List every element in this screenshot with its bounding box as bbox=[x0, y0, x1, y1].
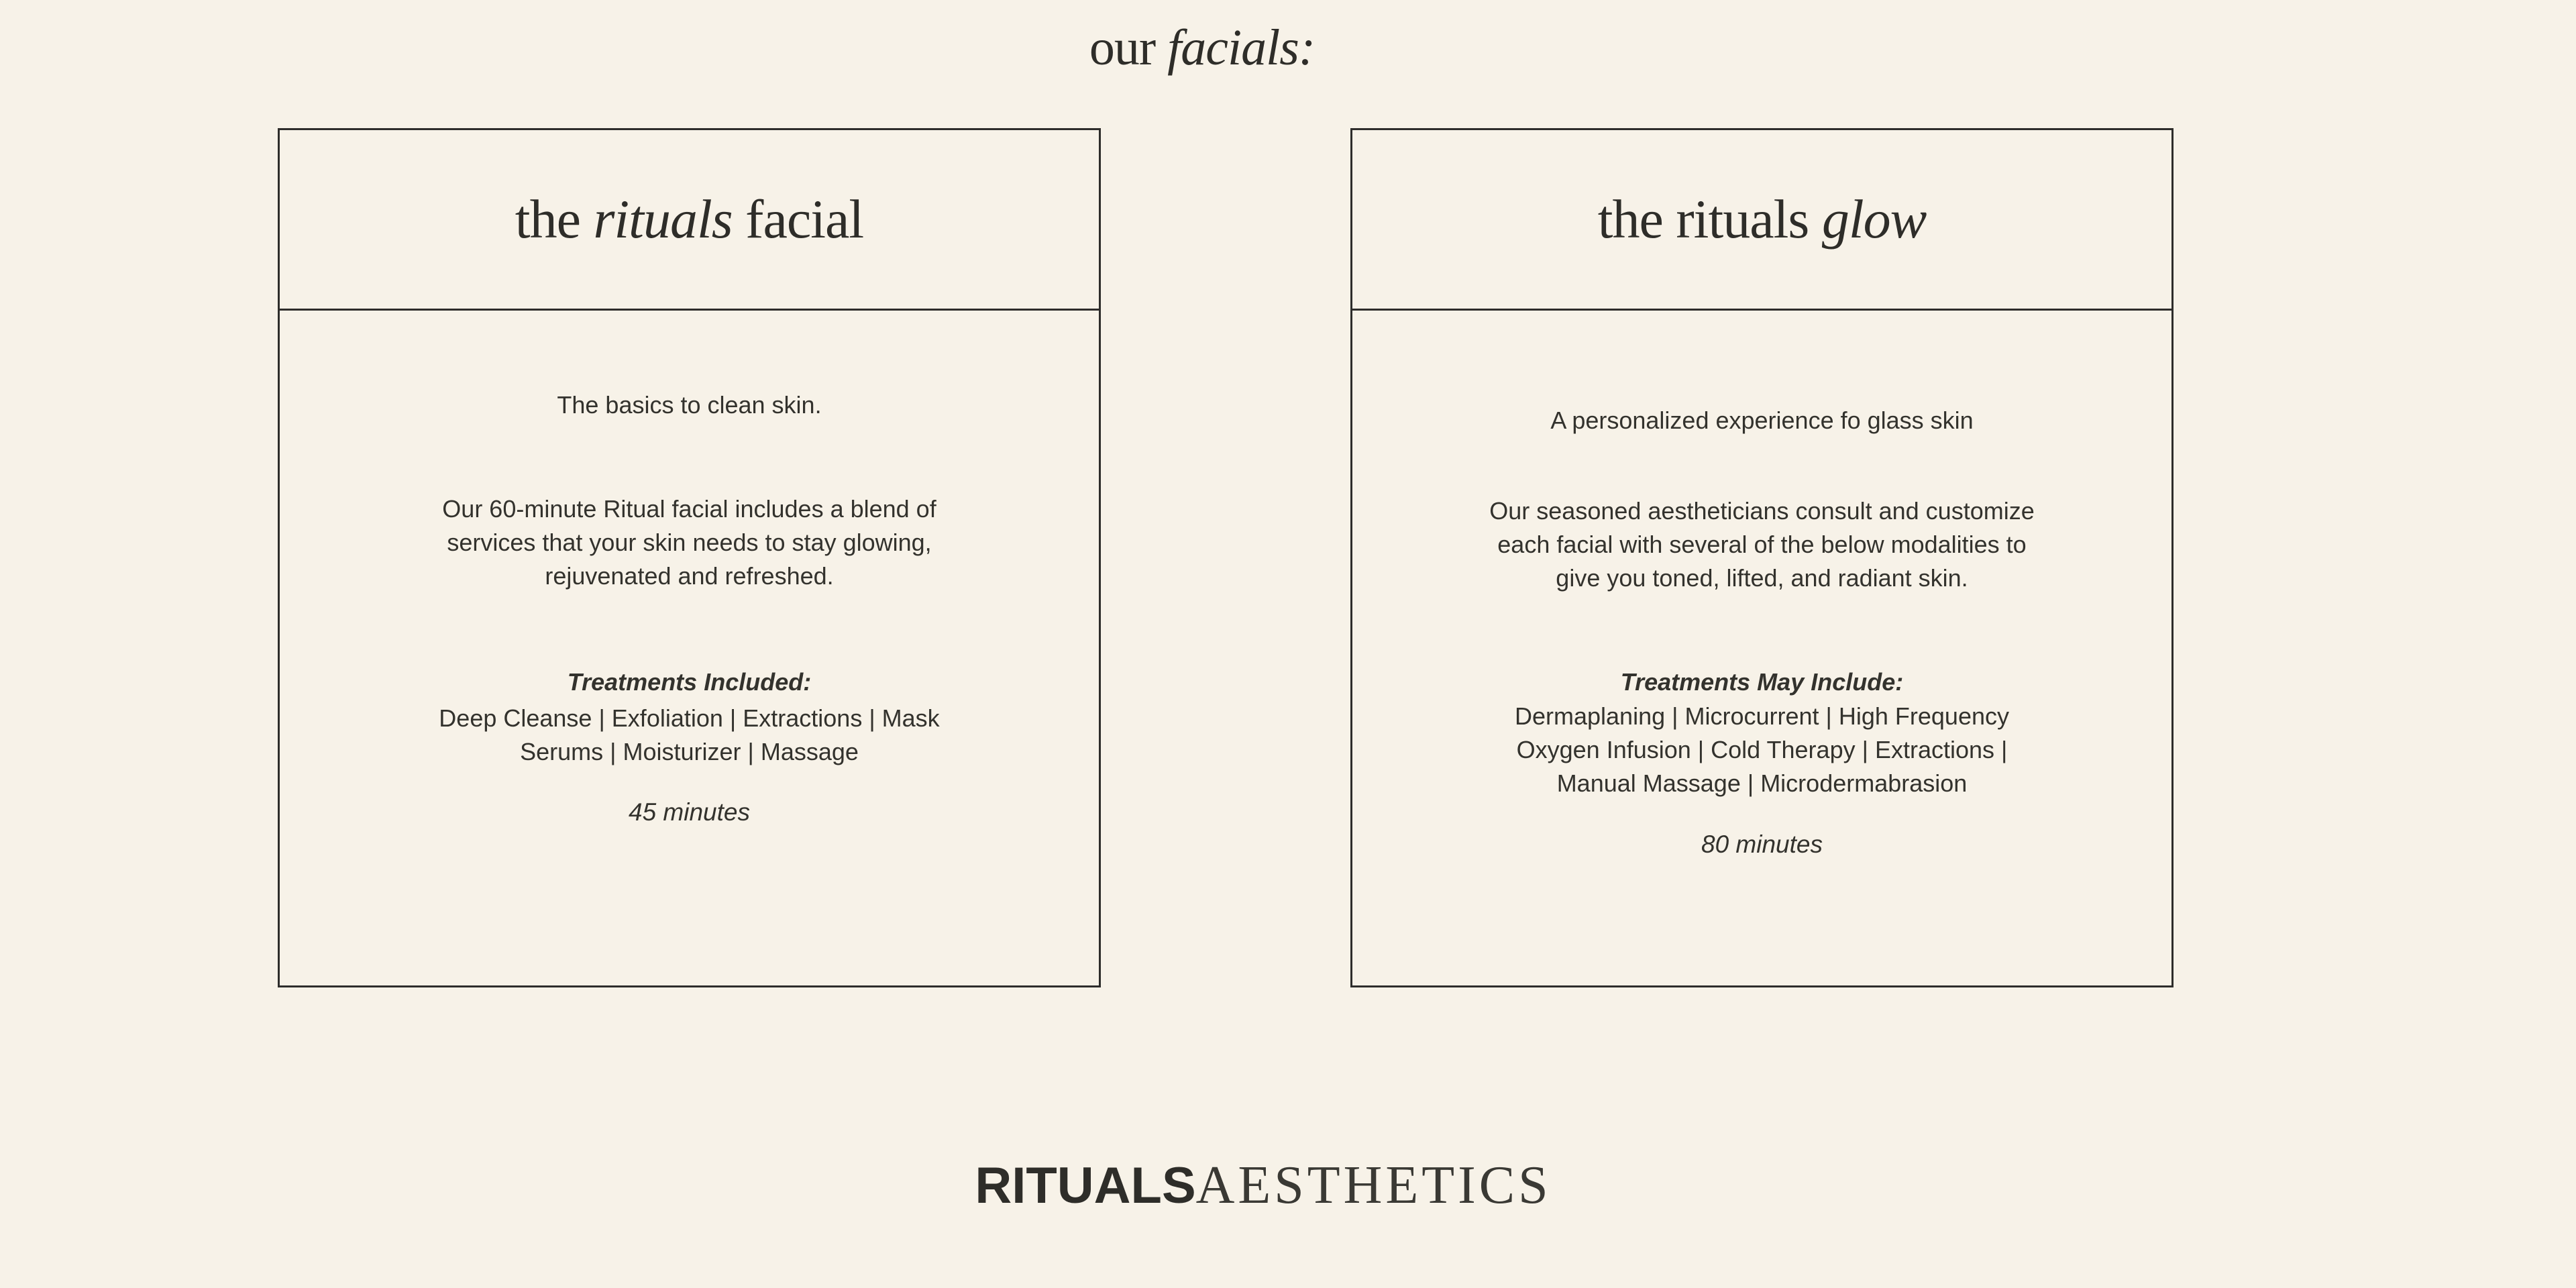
heading-pre: the rituals bbox=[1597, 189, 1822, 250]
card-rituals-facial-tagline: The basics to clean skin. bbox=[557, 391, 822, 419]
card-rituals-glow-duration: 80 minutes bbox=[1701, 830, 1823, 858]
card-rituals-glow-treatments bbox=[1352, 700, 2171, 800]
card-rituals-facial-heading bbox=[280, 130, 1099, 311]
page-title-regular: our bbox=[1089, 19, 1168, 76]
page-title bbox=[0, 19, 2404, 77]
page-title-italic: facials: bbox=[1167, 19, 1316, 76]
treatments-line: Serums | Moisturizer | Massage bbox=[520, 738, 859, 765]
card-rituals-facial bbox=[278, 128, 1101, 987]
heading-italic: glow bbox=[1821, 189, 1927, 250]
brand-wordmark-rituals: RITUALS bbox=[975, 1157, 1196, 1214]
card-rituals-glow-tagline: A personalized experience fo glass skin bbox=[1550, 407, 1974, 434]
description-line: Our 60-minute Ritual facial includes a blend of bbox=[442, 495, 936, 523]
card-rituals-glow-treatments-label: Treatments May Include: bbox=[1620, 668, 1904, 696]
heading-post: facial bbox=[732, 189, 864, 250]
card-rituals-facial-treatments-label: Treatments Included: bbox=[567, 668, 812, 696]
card-rituals-glow-description bbox=[1352, 494, 2171, 595]
description-line: Our seasoned aestheticians consult and customize bbox=[1489, 497, 2035, 525]
description-line: each facial with several of the below modalities to bbox=[1497, 531, 2027, 558]
brand-wordmark bbox=[0, 1155, 2526, 1216]
card-rituals-glow bbox=[1350, 128, 2174, 987]
card-rituals-facial-duration: 45 minutes bbox=[629, 798, 750, 826]
card-rituals-glow-heading bbox=[1352, 130, 2171, 311]
treatments-line: Dermaplaning | Microcurrent | High Frequency bbox=[1515, 702, 2009, 730]
description-line: give you toned, lifted, and radiant skin. bbox=[1556, 564, 1968, 592]
heading-pre: the bbox=[515, 189, 594, 250]
card-rituals-facial-treatments bbox=[280, 702, 1099, 769]
description-line: rejuvenated and refreshed. bbox=[545, 562, 834, 590]
treatments-line: Deep Cleanse | Exfoliation | Extractions | Mask bbox=[439, 704, 940, 732]
treatments-line: Manual Massage | Microdermabrasion bbox=[1556, 769, 1968, 797]
heading-italic: rituals bbox=[593, 189, 733, 250]
brand-wordmark-aesthetics: AESTHETICS bbox=[1195, 1156, 1552, 1215]
treatments-line: Oxygen Infusion | Cold Therapy | Extractions | bbox=[1516, 736, 2008, 763]
card-rituals-facial-description bbox=[280, 492, 1099, 593]
description-line: services that your skin needs to stay glowing, bbox=[447, 529, 932, 556]
